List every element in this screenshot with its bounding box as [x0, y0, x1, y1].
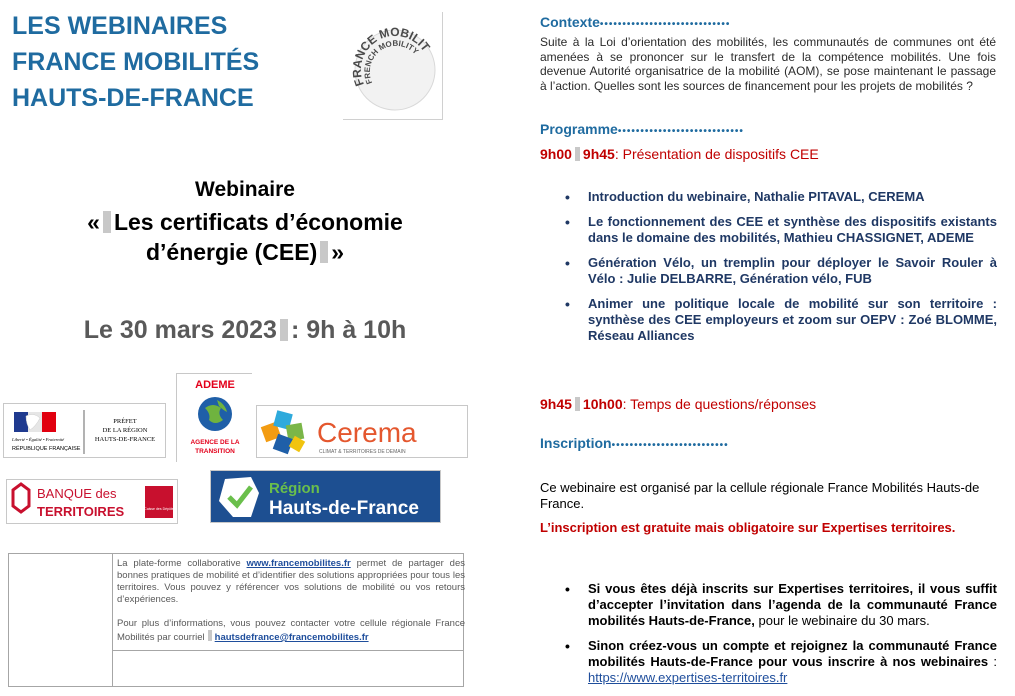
title-line-1: LES WEBINAIRES — [12, 12, 228, 40]
svg-text:FRENCH MOBILITY: FRENCH MOBILITY — [362, 38, 421, 86]
svg-text:Hauts-de-France: Hauts-de-France — [269, 498, 419, 519]
ademe-logo — [176, 373, 252, 462]
svg-text:ADEME: ADEME — [195, 379, 235, 391]
webinar-title-line-1: Les certificats d’économie — [113, 209, 403, 235]
svg-text:AGENCE DE LA: AGENCE DE LA — [190, 439, 240, 446]
webinar-heading — [40, 176, 450, 267]
info-text — [117, 558, 465, 656]
svg-text:Région: Région — [269, 480, 320, 497]
svg-text:PRÉFET: PRÉFET — [113, 418, 137, 425]
programme-heading: Programme•••••••••••••••••••••••••••• — [540, 121, 744, 137]
francemobilites-link[interactable]: www.francemobilites.fr — [246, 558, 351, 569]
svg-text:TRANSITION: TRANSITION — [195, 448, 235, 455]
info-box-left-cell — [9, 554, 113, 686]
list-item: • Introduction du webinaire, Nathalie PITAVAL, CEREMA — [565, 189, 997, 205]
inscription-notice: L’inscription est gratuite mais obligatoire sur Expertises territoires. — [540, 520, 956, 535]
region-hauts-de-france-logo — [210, 470, 441, 523]
contact-email-link[interactable]: hautsdefrance@francemobilites.fr — [214, 632, 369, 643]
webinar-date: Le 30 mars 2023 : 9h à 10h — [83, 316, 407, 344]
list-item: • Le fonctionnement des CEE et synthèse des dispositifs existants dans le domaine des mobilités, Mathieu CHASSIGNET, ADEME — [565, 214, 997, 246]
svg-text:HAUTS-DE-FRANCE: HAUTS-DE-FRANCE — [94, 436, 156, 443]
webinar-title: « Les certificats d’économie d’énergie (CEE) » — [87, 209, 403, 265]
programme-slot-1: 9h00 9h45: Présentation de dispositifs CEE — [540, 146, 819, 162]
contexte-heading: Contexte••••••••••••••••••••••••••••• — [540, 14, 731, 30]
webinar-label: Webinaire — [195, 178, 295, 201]
banque-des-territoires-logo — [6, 479, 178, 524]
programme-slot-2: 9h45 10h00: Temps de questions/réponses — [540, 396, 817, 412]
list-item: • Génération Vélo, un tremplin pour déployer le Savoir Rouler à Vélo : Julie DELBARRE, Génération vélo, FUB — [565, 255, 997, 287]
cerema-logo — [256, 405, 468, 458]
svg-text:Caisse des Dépôts: Caisse des Dépôts — [144, 507, 174, 511]
svg-text:BANQUE des: BANQUE des — [37, 486, 117, 501]
svg-text:Liberté • Égalité • Fraternité: Liberté • Égalité • Fraternité — [12, 437, 65, 442]
svg-text:CLIMAT & TERRITOIRES DE DEMAIN: CLIMAT & TERRITOIRES DE DEMAIN — [319, 449, 406, 455]
svg-text:RÉPUBLIQUE FRANÇAISE: RÉPUBLIQUE FRANÇAISE — [12, 446, 81, 452]
list-item: • Animer une politique locale de mobilité sur son territoire : synthèse des CEE employeurs et zoom sur OEPV : Zoé BLOMME, Réseau Alliances — [565, 296, 997, 344]
title-line-2: FRANCE MOBILITÉS — [12, 48, 260, 76]
programme-list — [565, 189, 997, 353]
info-paragraph-2: Pour plus d’informations, vous pouvez contacter votre cellule régionale France Mobilités par courriel hautsdefrance@francemobilites.fr — [117, 618, 465, 643]
list-item: • Si vous êtes déjà inscrits sur Expertises territoires, il vous suffit d’accepter l’invitation dans l’agenda de la communauté France mobilités Hauts-de-France, pour le webinaire du 30 mars. — [565, 581, 997, 629]
main-title — [12, 8, 332, 116]
prefet-hauts-de-france-logo — [3, 403, 166, 458]
inscription-list — [565, 581, 997, 695]
contexte-text: Suite à la Loi d’orientation des mobilités, les communautés de communes ont été amenées à se prononcer sur le transfert de la compétence mobilités. Une fois devenue Autorité organisatrice de la mobilité (AOM), se pose maintenant le passage à l’action. Quelles sont les sources de financement pour les projets de mobilités ? — [540, 35, 996, 93]
svg-text:Cerema: Cerema — [317, 417, 417, 448]
info-box — [8, 553, 464, 687]
expertises-territoires-link[interactable]: https://www.expertises-territoires.fr — [588, 670, 788, 685]
title-line-3: HAUTS-DE-FRANCE — [12, 84, 254, 112]
info-paragraph-1: La plate-forme collaborative www.francemobilites.fr permet de partager des bonnes pratiques de mobilité et d’identifier des solutions appropriées pour tous les territoires. Vous pouvez y référencer vos solutions de mobilité ou vos retours d’expériences. — [117, 558, 465, 605]
inscription-intro: Ce webinaire est organisé par la cellule régionale France Mobilités Hauts-de France. — [540, 480, 980, 511]
webinar-title-line-2: d’énergie (CEE) — [145, 239, 318, 265]
france-mobilites-logo — [343, 12, 443, 120]
svg-text:TERRITOIRES: TERRITOIRES — [37, 504, 125, 519]
svg-text:FRANCE MOBILITÉS: FRANCE MOBILITÉS — [349, 24, 433, 89]
svg-text:DE LA RÉGION: DE LA RÉGION — [102, 427, 148, 434]
list-item: • Sinon créez-vous un compte et rejoignez la communauté France mobilités Hauts-de-France pour vous inscrire à nos webinaires : https://www.expertises-territoires.fr — [565, 638, 997, 686]
inscription-heading: Inscription•••••••••••••••••••••••••• — [540, 435, 729, 451]
